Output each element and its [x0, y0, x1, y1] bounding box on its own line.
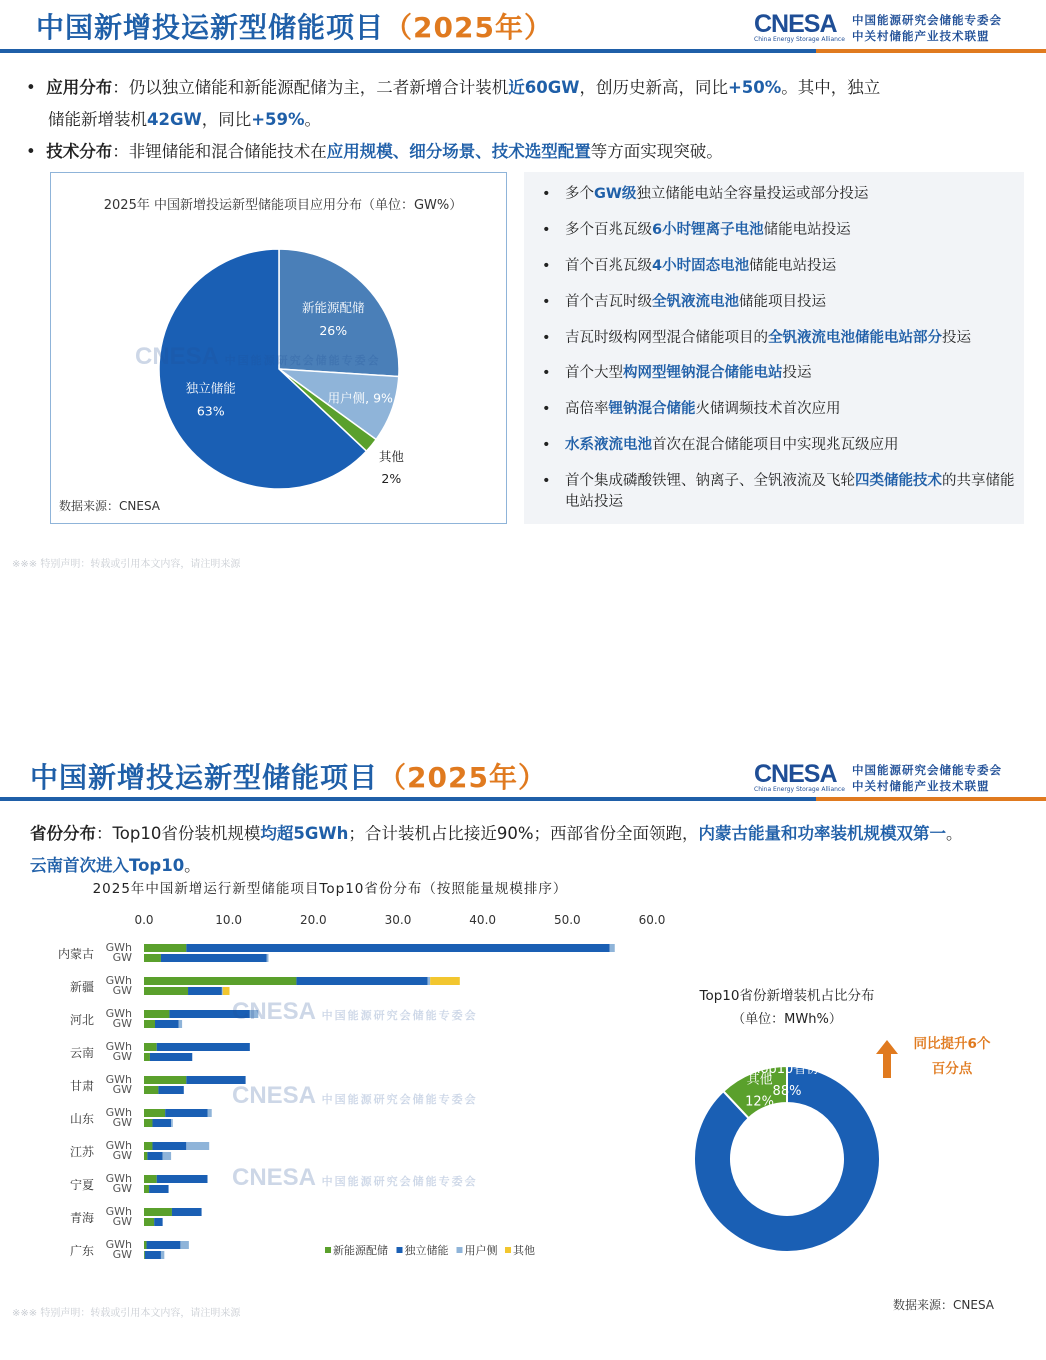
legend-swatch — [505, 1247, 511, 1253]
list-text: 首个集成磷酸铁锂、钠离子、全钒液流及飞轮 — [565, 473, 855, 489]
x-tick-label: 20.0 — [299, 913, 327, 927]
bar-segment — [180, 1241, 188, 1249]
pie-label: 其他 — [378, 448, 404, 464]
bar-segment — [144, 977, 296, 985]
sub-label: GW — [112, 1215, 132, 1228]
bar-segment — [144, 1218, 154, 1226]
x-tick-label: 10.0 — [215, 913, 243, 927]
bar-segment — [208, 1109, 212, 1117]
bar-segment — [144, 1251, 145, 1259]
bullet: • — [542, 330, 551, 346]
para-text: 仍以独立储能和新能源配储为主，二者新增合计装机 — [128, 78, 509, 97]
bar-segment — [610, 944, 615, 952]
para-application — [26, 72, 1016, 136]
sub-label: GWh — [105, 1139, 132, 1152]
watermark-text: 中国能源研究会储能专委会 — [224, 354, 381, 367]
bar-segment — [144, 1185, 149, 1193]
bullet: • — [26, 78, 36, 97]
colon: ： — [96, 824, 113, 843]
bullet: • — [542, 258, 551, 274]
bar-segment — [296, 977, 427, 985]
category-label: 新疆 — [69, 980, 94, 994]
list-text: 储能电站投运 — [749, 258, 837, 274]
list-text: 吉瓦时级构网型混合储能项目的 — [565, 330, 768, 346]
para-text: 。其中，独立 — [781, 78, 881, 97]
logo-cn-line1: 中国能源研究会储能专委会 — [852, 763, 1002, 777]
bar-segment — [144, 1175, 157, 1183]
list-text: 储能项目投运 — [739, 294, 826, 310]
sub-label: GWh — [105, 1238, 132, 1251]
bar-segment — [144, 1043, 157, 1051]
logo-cn-line1: 中国能源研究会储能专委会 — [852, 13, 1002, 27]
legend-swatch — [397, 1247, 403, 1253]
title-year: （2025年） — [378, 761, 547, 794]
list-highlight: 全钒液流电池 — [652, 294, 739, 310]
bar-segment — [267, 954, 269, 962]
bullet: • — [542, 401, 551, 417]
list-item-text — [565, 435, 1015, 456]
bar-segment — [155, 1020, 179, 1028]
para-highlight: 内蒙古能量和功率装机规模双第一 — [698, 824, 947, 843]
data-source: 数据来源：CNESA — [893, 1298, 994, 1312]
donut-label: Top10省份 — [754, 1062, 820, 1077]
watermark-brand: CNESA — [232, 998, 317, 1025]
para-text: 储能新增装机 — [48, 110, 147, 129]
bar-segment — [147, 1152, 162, 1160]
list-highlight: 四类储能技术 — [855, 473, 942, 489]
list-item-text — [565, 256, 1015, 277]
bar-segment — [163, 1152, 171, 1160]
sub-label: GWh — [105, 1073, 132, 1086]
category-label: 甘肃 — [69, 1079, 94, 1093]
legend-label: 独立储能 — [404, 1244, 449, 1257]
watermark-text: 中国能源研究会储能专委会 — [321, 1175, 478, 1188]
bar-segment — [223, 987, 230, 995]
x-tick-label: 40.0 — [469, 913, 497, 927]
list-text: 储能电站投运 — [763, 222, 851, 238]
copyright-notice: ※※※ 特别声明：转载或引用本文内容，请注明来源 — [12, 559, 241, 570]
donut-value-label: 12% — [745, 1094, 775, 1110]
sub-label: GW — [112, 1182, 132, 1195]
title-year: （2025年） — [384, 11, 553, 44]
watermark-brand: CNESA — [135, 343, 220, 370]
para-province — [30, 818, 1030, 882]
para-label: 技术分布 — [46, 142, 113, 161]
page-title — [36, 6, 553, 46]
bar-segment — [188, 987, 222, 995]
para-text: Top10省份装机规模 — [112, 824, 261, 843]
sub-label: GW — [112, 951, 132, 964]
application-pie-chart — [51, 173, 506, 523]
bar-segment — [144, 1208, 172, 1216]
bullet: • — [542, 365, 551, 381]
category-label: 云南 — [69, 1046, 94, 1060]
sub-label: GW — [112, 1149, 132, 1162]
chart-title: 2025年 中国新增投运新型储能项目应用分布（单位：GW%） — [103, 198, 463, 213]
bar-segment — [154, 1218, 162, 1226]
header-rule-accent — [816, 49, 1046, 53]
cnesa-logo — [754, 760, 1024, 796]
sub-label: GW — [112, 1248, 132, 1261]
list-item-text — [565, 292, 1015, 313]
bar-segment — [161, 1251, 164, 1259]
sub-label: GW — [112, 984, 132, 997]
legend-swatch — [325, 1247, 331, 1253]
logo-brand-small: China Energy Storage Alliance — [754, 36, 845, 43]
pie-value-label: 26% — [319, 323, 348, 339]
chart-subtitle: （单位：MWh%） — [732, 1012, 842, 1027]
technology-highlights-list — [524, 172, 1024, 524]
para-highlight: 近60GW — [508, 78, 580, 97]
sub-label: GWh — [105, 1040, 132, 1053]
bar-segment — [150, 1053, 192, 1061]
bar-segment — [147, 1241, 181, 1249]
list-item-text — [565, 184, 1015, 205]
list-item-text — [565, 328, 1015, 349]
list-text: 首个吉瓦时级 — [565, 294, 652, 310]
bar-segment — [144, 987, 188, 995]
category-label: 青海 — [69, 1211, 94, 1225]
x-tick-label: 50.0 — [553, 913, 581, 927]
bar-segment — [430, 977, 460, 985]
legend-label: 新能源配储 — [333, 1244, 388, 1257]
sub-label: GW — [112, 1017, 132, 1030]
category-label: 宁夏 — [69, 1178, 94, 1192]
para-highlight: 42GW — [147, 110, 202, 129]
bar-segment — [152, 1119, 171, 1127]
growth-note: 同比提升6个百分点 — [913, 1036, 991, 1077]
watermark-text: 中国能源研究会储能专委会 — [321, 1009, 478, 1022]
bar-segment — [428, 977, 431, 985]
bar-segment — [158, 1086, 183, 1094]
bullet: • — [542, 294, 551, 310]
bar-segment — [169, 1010, 249, 1018]
list-highlight: 6小时锂离子电池 — [652, 222, 764, 238]
sub-label: GW — [112, 1116, 132, 1129]
up-arrow-icon — [876, 1040, 898, 1078]
bar-segment — [157, 1175, 208, 1183]
pie-label: 新能源配储 — [301, 300, 365, 316]
sub-label: GWh — [105, 1106, 132, 1119]
copyright-notice: ※※※ 特别声明：转载或引用本文内容，请注明来源 — [12, 1308, 241, 1319]
data-source: 数据来源：CNESA — [59, 499, 160, 513]
bar-segment — [144, 1142, 152, 1150]
bullet: • — [542, 473, 551, 489]
watermark-brand: CNESA — [232, 1164, 317, 1191]
bar-segment — [161, 954, 267, 962]
bullet: • — [26, 142, 36, 161]
list-item-text — [565, 399, 1015, 420]
donut-label: 其他 — [746, 1072, 773, 1088]
list-highlight: 全钒液流电池储能电站部分 — [768, 330, 942, 346]
bar-segment — [145, 1251, 161, 1259]
bar-segment — [144, 1020, 155, 1028]
sub-label: GWh — [105, 974, 132, 987]
bar-segment — [144, 1241, 147, 1249]
bar-segment — [144, 1086, 158, 1094]
list-text: 多个百兆瓦级 — [565, 222, 652, 238]
list-highlight: 锂钠混合储能 — [608, 401, 696, 417]
bar-segment — [186, 1076, 245, 1084]
legend-label: 其他 — [513, 1244, 535, 1257]
para-text: 等方面实现突破。 — [590, 142, 723, 161]
title-main: 中国新增投运新型储能项目 — [30, 761, 379, 794]
pie-chart-panel — [50, 172, 507, 524]
category-label: 河北 — [69, 1013, 94, 1027]
list-item-text — [565, 363, 1015, 384]
para-label: 省份分布 — [30, 824, 96, 843]
pie-label: 独立储能 — [185, 380, 236, 396]
sub-label: GWh — [105, 1205, 132, 1218]
bar-segment — [144, 1010, 169, 1018]
colon: ： — [112, 78, 129, 97]
para-highlight: +50% — [727, 78, 782, 97]
para-highlight: +59% — [251, 110, 305, 129]
watermark-text: 中国能源研究会储能专委会 — [321, 1093, 478, 1106]
sub-label: GW — [112, 1050, 132, 1063]
logo-cn-line2: 中关村储能产业技术联盟 — [852, 779, 990, 793]
bar-segment — [144, 944, 186, 952]
growth-callout — [876, 1032, 1026, 1092]
category-label: 广东 — [69, 1244, 94, 1258]
bullet: • — [542, 222, 551, 238]
bar-segment — [179, 1020, 182, 1028]
list-text: 高倍率 — [565, 401, 609, 417]
top10-donut-chart — [640, 978, 970, 1278]
list-text: 的共享储能电站投运 — [565, 473, 1015, 510]
bar-segment — [144, 954, 161, 962]
bar-segment — [149, 1185, 168, 1193]
list-text: 首个百兆瓦级 — [565, 258, 652, 274]
watermark-brand: CNESA — [232, 1082, 317, 1109]
header-rule-accent — [816, 797, 1046, 801]
category-label: 山东 — [69, 1112, 94, 1126]
logo-brand-small: China Energy Storage Alliance — [754, 786, 845, 793]
bar-segment — [144, 1053, 150, 1061]
pie-label: 用户侧, 9% — [327, 390, 393, 406]
province-bar-chart — [40, 875, 680, 1295]
para-text: ，同比 — [201, 110, 252, 129]
pie-value-label: 63% — [196, 403, 225, 419]
sub-label: GWh — [105, 1172, 132, 1185]
para-text: 非锂储能和混合储能技术在 — [128, 142, 327, 161]
legend-swatch — [457, 1247, 463, 1253]
bullet: • — [542, 186, 551, 202]
donut-value-label: 88% — [772, 1084, 802, 1099]
legend-label: 用户侧 — [464, 1244, 498, 1257]
bar-segment — [172, 1208, 202, 1216]
x-tick-label: 30.0 — [384, 913, 412, 927]
category-label: 内蒙古 — [57, 947, 94, 961]
x-tick-label: 0.0 — [134, 913, 154, 927]
bar-segment — [144, 1076, 186, 1084]
bar-segment — [186, 944, 609, 952]
title-main: 中国新增投运新型储能项目 — [36, 11, 385, 44]
list-item-text — [565, 220, 1015, 241]
chart-title: Top10省份新增装机占比分布 — [699, 988, 875, 1004]
colon: ： — [112, 142, 129, 161]
para-label: 应用分布 — [46, 78, 113, 97]
pie-value-label: 2% — [381, 470, 402, 486]
page-title — [30, 756, 547, 796]
sub-label: GWh — [105, 1007, 132, 1020]
para-text: 。 — [946, 824, 963, 843]
list-text: 首次在混合储能项目中实现兆瓦级应用 — [652, 437, 899, 453]
list-text: 独立储能电站全容量投运或部分投运 — [636, 186, 869, 202]
list-highlight: 4小时固态电池 — [652, 258, 750, 274]
list-highlight: 构网型锂钠混合储能电站 — [623, 365, 783, 381]
para-text: 。 — [304, 110, 322, 129]
para-text: 。 — [184, 856, 201, 875]
slide-province-distribution — [0, 750, 1046, 1360]
sub-label: GW — [112, 1083, 132, 1096]
list-text: 首个大型 — [565, 365, 623, 381]
bar-segment — [144, 1109, 165, 1117]
para-highlight: 均超5GWh — [260, 824, 349, 843]
para-highlight: 云南首次进入Top10 — [30, 856, 185, 875]
bar-segment — [250, 1010, 258, 1018]
sub-label: GWh — [105, 941, 132, 954]
bar-segment — [222, 987, 223, 995]
bar-segment — [144, 1119, 152, 1127]
logo-cn-line2: 中关村储能产业技术联盟 — [852, 29, 990, 43]
bar-segment — [157, 1043, 250, 1051]
bar-segment — [171, 1119, 173, 1127]
x-tick-label: 60.0 — [638, 913, 666, 927]
category-label: 江苏 — [69, 1145, 94, 1159]
para-text: ；合计装机占比接近90%；西部省份全面领跑， — [348, 824, 699, 843]
bar-segment — [152, 1142, 186, 1150]
para-text: ，创历史新高，同比 — [579, 78, 728, 97]
list-text: 投运 — [942, 330, 971, 346]
bar-segment — [144, 1152, 147, 1160]
list-text: 火储调频技术首次应用 — [695, 401, 841, 417]
logo-brand: CNESA — [754, 10, 837, 38]
bar-segment — [186, 1142, 209, 1150]
logo-brand: CNESA — [754, 760, 837, 788]
cnesa-logo — [754, 10, 1024, 46]
list-highlight: GW级 — [594, 186, 637, 202]
list-text: 多个 — [565, 186, 594, 202]
para-technology — [26, 136, 1016, 168]
para-highlight: 应用规模、细分场景、技术选型配置 — [326, 142, 591, 161]
list-text: 投运 — [782, 365, 812, 381]
chart-title: 2025年中国新增运行新型储能项目Top10省份分布（按照能量规模排序） — [92, 881, 568, 897]
list-highlight: 水系液流电池 — [565, 437, 652, 453]
bar-segment — [165, 1109, 207, 1117]
bullet: • — [542, 437, 551, 453]
list-item-text — [565, 471, 1015, 513]
